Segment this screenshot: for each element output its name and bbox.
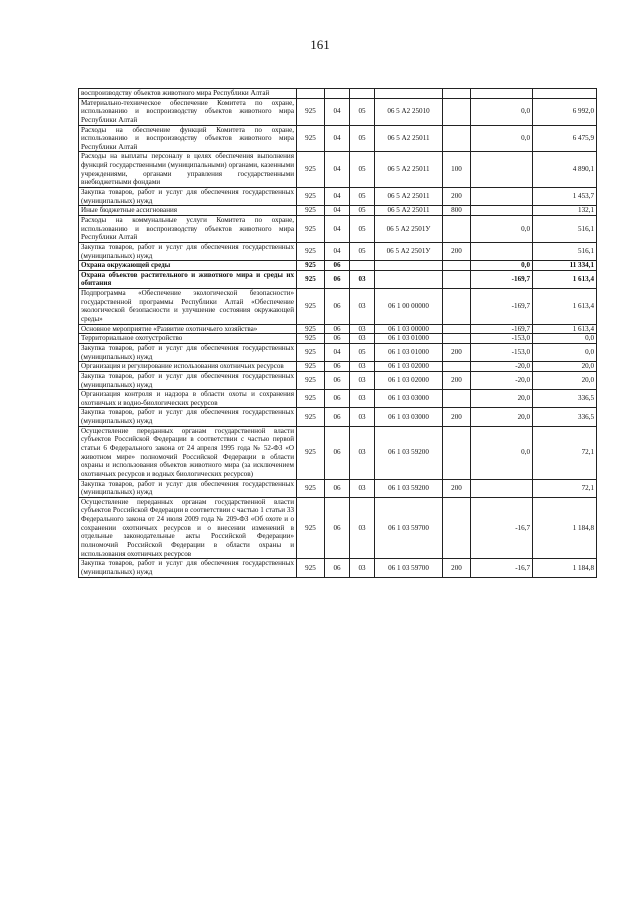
subsection-code-cell: 03 (350, 559, 375, 577)
target-article-cell (375, 89, 443, 99)
table-row (79, 289, 597, 325)
expense-type-cell (443, 362, 471, 372)
grbs-code-cell: 925 (297, 261, 325, 271)
expense-type-cell: 200 (443, 371, 471, 389)
amount-change-cell: 20,0 (471, 408, 533, 426)
expense-name-cell: Охрана объектов растительного и животного мира и среды их обитания (79, 270, 297, 288)
expense-type-cell: 800 (443, 206, 471, 216)
target-article-cell: 06 1 00 00000 (375, 289, 443, 325)
subsection-code-cell: 03 (350, 426, 375, 479)
expense-name-cell: Основное мероприятие «Развитие охотничьего хозяйства» (79, 324, 297, 334)
table-body (79, 89, 597, 578)
expense-name-cell: Закупка товаров, работ и услуг для обеспечения государственных (муниципальных) нужд (79, 408, 297, 426)
amount-change-cell: 0,0 (471, 261, 533, 271)
table-row (79, 261, 597, 271)
grbs-code-cell: 925 (297, 497, 325, 558)
amount-total-cell: 6 475,9 (533, 125, 597, 152)
expense-name-cell: Организация и регулирование использования охотничьих ресурсов (79, 362, 297, 372)
grbs-code-cell: 925 (297, 98, 325, 125)
grbs-code-cell: 925 (297, 371, 325, 389)
subsection-code-cell: 03 (350, 324, 375, 334)
expense-name-cell: Расходы на обеспечение функций Комитета по охране, использованию и воспроизводству объектов животного мира Республики Алтай (79, 125, 297, 152)
amount-change-cell: 0,0 (471, 125, 533, 152)
section-code-cell: 06 (325, 497, 350, 558)
grbs-code-cell: 925 (297, 479, 325, 497)
target-article-cell: 06 1 03 03000 (375, 390, 443, 408)
subsection-code-cell: 05 (350, 206, 375, 216)
amount-change-cell (471, 89, 533, 99)
section-code-cell: 06 (325, 270, 350, 288)
subsection-code-cell: 05 (350, 343, 375, 361)
section-code-cell: 04 (325, 188, 350, 206)
table-row (79, 270, 597, 288)
amount-change-cell: -20,0 (471, 362, 533, 372)
expense-name-cell: Материально-техническое обеспечение Комитета по охране, использованию и воспроизводству объектов животного мира Республики Алтай (79, 98, 297, 125)
subsection-code-cell: 03 (350, 289, 375, 325)
grbs-code-cell: 925 (297, 334, 325, 344)
target-article-cell: 06 1 03 01000 (375, 343, 443, 361)
amount-change-cell (471, 479, 533, 497)
expense-type-cell (443, 98, 471, 125)
amount-total-cell: 516,1 (533, 242, 597, 260)
table-row (79, 242, 597, 260)
amount-change-cell: -169,7 (471, 289, 533, 325)
amount-change-cell (471, 206, 533, 216)
grbs-code-cell: 925 (297, 206, 325, 216)
amount-change-cell: -169,7 (471, 324, 533, 334)
table-row (79, 188, 597, 206)
expense-type-cell: 200 (443, 408, 471, 426)
subsection-code-cell: 03 (350, 362, 375, 372)
amount-total-cell: 0,0 (533, 334, 597, 344)
table-row (79, 479, 597, 497)
expense-name-cell: Организация контроля и надзора в области охоты и сохранения охотничьих и водно-биологических ресурсов (79, 390, 297, 408)
section-code-cell: 06 (325, 289, 350, 325)
grbs-code-cell: 925 (297, 390, 325, 408)
expense-type-cell: 200 (443, 242, 471, 260)
expense-name-cell: Иные бюджетные ассигнования (79, 206, 297, 216)
table-row (79, 215, 597, 242)
table-row (79, 408, 597, 426)
amount-change-cell: 20,0 (471, 390, 533, 408)
target-article-cell: 06 1 03 03000 (375, 408, 443, 426)
grbs-code-cell: 925 (297, 270, 325, 288)
grbs-code-cell: 925 (297, 343, 325, 361)
amount-change-cell: -16,7 (471, 497, 533, 558)
target-article-cell: 06 1 03 02000 (375, 371, 443, 389)
subsection-code-cell: 05 (350, 152, 375, 188)
table-row (79, 334, 597, 344)
target-article-cell (375, 261, 443, 271)
subsection-code-cell: 03 (350, 371, 375, 389)
table-row (79, 98, 597, 125)
expense-name-cell: Осуществление переданных органам государственной власти субъектов Российской Федерации в соответствии с частью 1 статьи 33 Федерального закона от 24 июля 2009 года № 209-ФЗ «Об охоте и о сохранении охотничьих ресурсов и о внесении изменений в отдельные законодательные акты Российской Федерации» полномочий Российской Федерации в области охраны и использования охотничьих ресурсов (79, 497, 297, 558)
target-article-cell: 06 5 А2 25011 (375, 188, 443, 206)
grbs-code-cell: 925 (297, 362, 325, 372)
table-row (79, 89, 597, 99)
grbs-code-cell: 925 (297, 426, 325, 479)
expense-name-cell: Закупка товаров, работ и услуг для обеспечения государственных (муниципальных) нужд (79, 188, 297, 206)
table-row (79, 559, 597, 577)
amount-change-cell: 0,0 (471, 426, 533, 479)
section-code-cell: 06 (325, 261, 350, 271)
amount-total-cell: 20,0 (533, 371, 597, 389)
expense-type-cell (443, 125, 471, 152)
grbs-code-cell: 925 (297, 215, 325, 242)
table-row (79, 362, 597, 372)
target-article-cell: 06 1 03 59200 (375, 479, 443, 497)
section-code-cell: 04 (325, 242, 350, 260)
target-article-cell (375, 270, 443, 288)
amount-total-cell: 11 334,1 (533, 261, 597, 271)
amount-total-cell: 1 613,4 (533, 324, 597, 334)
amount-total-cell: 1 453,7 (533, 188, 597, 206)
expense-type-cell: 200 (443, 188, 471, 206)
section-code-cell: 06 (325, 408, 350, 426)
amount-change-cell: -169,7 (471, 270, 533, 288)
grbs-code-cell: 925 (297, 188, 325, 206)
amount-change-cell: -20,0 (471, 371, 533, 389)
section-code-cell: 06 (325, 479, 350, 497)
target-article-cell: 06 5 А2 25010 (375, 98, 443, 125)
expense-type-cell: 100 (443, 152, 471, 188)
section-code-cell: 04 (325, 125, 350, 152)
target-article-cell: 06 5 А2 25011 (375, 152, 443, 188)
subsection-code-cell: 03 (350, 390, 375, 408)
subsection-code-cell: 05 (350, 125, 375, 152)
subsection-code-cell: 03 (350, 408, 375, 426)
grbs-code-cell: 925 (297, 559, 325, 577)
section-code-cell: 04 (325, 343, 350, 361)
table-row (79, 426, 597, 479)
subsection-code-cell: 03 (350, 497, 375, 558)
subsection-code-cell: 03 (350, 479, 375, 497)
amount-total-cell: 336,5 (533, 408, 597, 426)
table-row (79, 343, 597, 361)
amount-total-cell: 1 613,4 (533, 289, 597, 325)
expense-name-cell: Расходы на коммунальные услуги Комитета по охране, использованию и воспроизводству объектов животного мира Республики Алтай (79, 215, 297, 242)
target-article-cell: 06 5 А2 2501У (375, 242, 443, 260)
expense-type-cell (443, 334, 471, 344)
grbs-code-cell (297, 89, 325, 99)
table-row (79, 497, 597, 558)
expense-type-cell (443, 390, 471, 408)
expense-type-cell: 200 (443, 343, 471, 361)
expense-type-cell: 200 (443, 559, 471, 577)
amount-change-cell: 0,0 (471, 98, 533, 125)
subsection-code-cell: 05 (350, 215, 375, 242)
budget-table (78, 88, 597, 578)
target-article-cell: 06 5 А2 25011 (375, 206, 443, 216)
expense-name-cell: Осуществление переданных органам государственной власти субъектов Российской Федерации в соответствии с частью первой статьи 6 Федерального закона от 24 апреля 1995 года № 52-ФЗ «О животном мире» полномочий Российской Федерации в области охраны и использования объектов животного мира (за исключением охотничьих ресурсов и водных биологических ресурсов) (79, 426, 297, 479)
expense-type-cell (443, 426, 471, 479)
expense-type-cell (443, 289, 471, 325)
subsection-code-cell: 03 (350, 270, 375, 288)
amount-change-cell: -16,7 (471, 559, 533, 577)
amount-change-cell (471, 242, 533, 260)
subsection-code-cell: 03 (350, 334, 375, 344)
target-article-cell: 06 5 А2 25011 (375, 125, 443, 152)
expense-type-cell (443, 261, 471, 271)
amount-change-cell (471, 152, 533, 188)
table-row (79, 371, 597, 389)
subsection-code-cell (350, 89, 375, 99)
expense-type-cell: 200 (443, 479, 471, 497)
table-row (79, 390, 597, 408)
grbs-code-cell: 925 (297, 324, 325, 334)
expense-name-cell: Расходы на выплаты персоналу в целях обеспечения выполнения функций государственными (муниципальными) органами, казенными учреждениями, органами управления государственными внебюджетными фондами (79, 152, 297, 188)
target-article-cell: 06 1 03 59700 (375, 497, 443, 558)
amount-total-cell (533, 89, 597, 99)
expense-name-cell: Закупка товаров, работ и услуг для обеспечения государственных (муниципальных) нужд (79, 242, 297, 260)
amount-change-cell: -153,0 (471, 334, 533, 344)
amount-total-cell: 72,1 (533, 426, 597, 479)
page-number: 161 (310, 37, 330, 52)
target-article-cell: 06 1 03 01000 (375, 334, 443, 344)
table-row (79, 324, 597, 334)
grbs-code-cell: 925 (297, 125, 325, 152)
section-code-cell: 04 (325, 215, 350, 242)
section-code-cell: 04 (325, 152, 350, 188)
table-row (79, 125, 597, 152)
subsection-code-cell (350, 261, 375, 271)
expense-name-cell: Подпрограмма «Обеспечение экологической безопасности» государственной программы Республики Алтай «Обеспечение экологической безопасности и улучшение состояния окружающей среды» (79, 289, 297, 325)
expense-name-cell: Охрана окружающей среды (79, 261, 297, 271)
table-row (79, 206, 597, 216)
target-article-cell: 06 5 А2 2501У (375, 215, 443, 242)
amount-total-cell: 1 184,8 (533, 559, 597, 577)
target-article-cell: 06 1 03 59700 (375, 559, 443, 577)
section-code-cell: 06 (325, 324, 350, 334)
expense-name-cell: воспроизводству объектов животного мира Республики Алтай (79, 89, 297, 99)
section-code-cell: 06 (325, 390, 350, 408)
amount-total-cell: 6 992,0 (533, 98, 597, 125)
expense-name-cell: Закупка товаров, работ и услуг для обеспечения государственных (муниципальных) нужд (79, 559, 297, 577)
amount-total-cell: 4 890,1 (533, 152, 597, 188)
expense-name-cell: Территориальное охотустройство (79, 334, 297, 344)
amount-total-cell: 1 613,4 (533, 270, 597, 288)
amount-total-cell: 516,1 (533, 215, 597, 242)
section-code-cell: 04 (325, 98, 350, 125)
amount-total-cell: 72,1 (533, 479, 597, 497)
expense-type-cell (443, 324, 471, 334)
target-article-cell: 06 1 03 00000 (375, 324, 443, 334)
target-article-cell: 06 1 03 02000 (375, 362, 443, 372)
section-code-cell: 06 (325, 426, 350, 479)
expense-type-cell (443, 215, 471, 242)
subsection-code-cell: 05 (350, 188, 375, 206)
section-code-cell: 06 (325, 559, 350, 577)
expense-type-cell (443, 497, 471, 558)
grbs-code-cell: 925 (297, 408, 325, 426)
amount-total-cell: 336,5 (533, 390, 597, 408)
grbs-code-cell: 925 (297, 242, 325, 260)
section-code-cell (325, 89, 350, 99)
amount-total-cell: 132,1 (533, 206, 597, 216)
section-code-cell: 06 (325, 371, 350, 389)
target-article-cell: 06 1 03 59200 (375, 426, 443, 479)
amount-total-cell: 20,0 (533, 362, 597, 372)
amount-change-cell (471, 188, 533, 206)
table-row (79, 152, 597, 188)
subsection-code-cell: 05 (350, 242, 375, 260)
expense-name-cell: Закупка товаров, работ и услуг для обеспечения государственных (муниципальных) нужд (79, 371, 297, 389)
subsection-code-cell: 05 (350, 98, 375, 125)
section-code-cell: 06 (325, 362, 350, 372)
section-code-cell: 06 (325, 334, 350, 344)
grbs-code-cell: 925 (297, 152, 325, 188)
grbs-code-cell: 925 (297, 289, 325, 325)
section-code-cell: 04 (325, 206, 350, 216)
expense-name-cell: Закупка товаров, работ и услуг для обеспечения государственных (муниципальных) нужд (79, 343, 297, 361)
expense-type-cell (443, 89, 471, 99)
amount-change-cell: 0,0 (471, 215, 533, 242)
amount-total-cell: 1 184,8 (533, 497, 597, 558)
expense-type-cell (443, 270, 471, 288)
expense-name-cell: Закупка товаров, работ и услуг для обеспечения государственных (муниципальных) нужд (79, 479, 297, 497)
amount-change-cell: -153,0 (471, 343, 533, 361)
amount-total-cell: 0,0 (533, 343, 597, 361)
